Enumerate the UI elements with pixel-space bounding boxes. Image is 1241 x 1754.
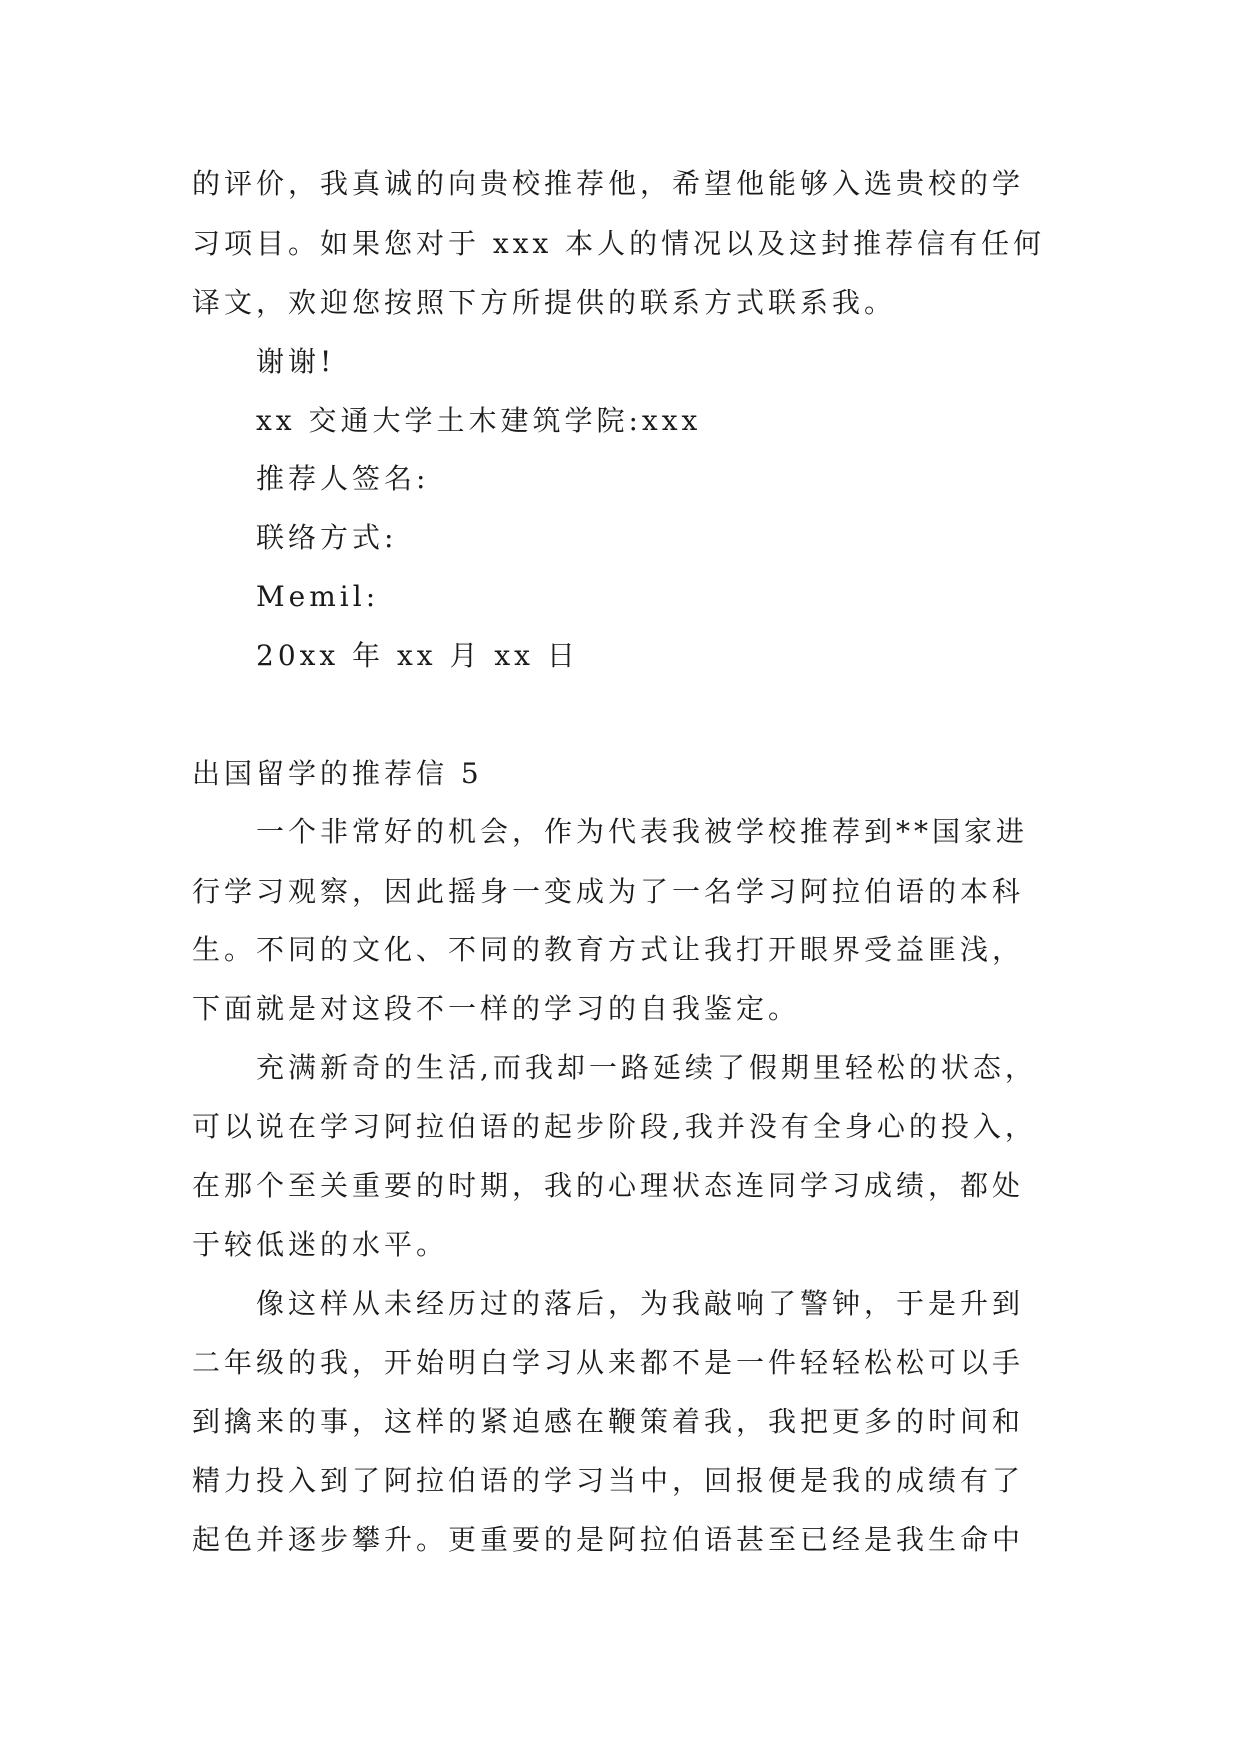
email-line: Memil: <box>256 580 380 613</box>
date-line: 20xx 年 xx 月 xx 日 <box>256 639 579 672</box>
paragraph-line: 像这样从未经历过的落后，为我敲响了警钟，于是升到 <box>256 1287 1025 1320</box>
paragraph-line: 可以说在学习阿拉伯语的起步阶段,我并没有全身心的投入， <box>192 1110 1037 1143</box>
paragraph-line: 习项目。如果您对于 xxx 本人的情况以及这封推荐信有任何 <box>192 227 1046 260</box>
paragraph-line: 译文，欢迎您按照下方所提供的联系方式联系我。 <box>192 286 897 319</box>
paragraph-line: 在那个至关重要的时期，我的心理状态连同学习成绩，都处 <box>192 1169 1025 1202</box>
paragraph-line: 二年级的我，开始明白学习从来都不是一件轻轻松松可以手 <box>192 1346 1025 1379</box>
paragraph-line: 起色并逐步攀升。更重要的是阿拉伯语甚至已经是我生命中 <box>192 1523 1025 1556</box>
contact-line: 联络方式: <box>256 521 398 554</box>
paragraph-line: 精力投入到了阿拉伯语的学习当中，回报便是我的成绩有了 <box>192 1464 1025 1497</box>
paragraph-line: 下面就是对这段不一样的学习的自我鉴定。 <box>192 992 801 1025</box>
paragraph-line: 到擒来的事，这样的紧迫感在鞭策着我，我把更多的时间和 <box>192 1405 1025 1438</box>
paragraph-line: 于较低迷的水平。 <box>192 1228 449 1261</box>
paragraph-line: 的评价，我真诚的向贵校推荐他，希望他能够入选贵校的学 <box>192 167 1025 200</box>
thanks-line: 谢谢! <box>256 345 336 378</box>
paragraph-line: 一个非常好的机会，作为代表我被学校推荐到**国家进 <box>256 815 1029 848</box>
paragraph-line: 行学习观察，因此摇身一变成为了一名学习阿拉伯语的本科 <box>192 875 1025 908</box>
paragraph-line: 充满新奇的生活,而我却一路延续了假期里轻松的状态， <box>256 1051 1037 1084</box>
section-title: 出国留学的推荐信 5 <box>192 757 483 790</box>
school-line: xx 交通大学土木建筑学院:xxx <box>256 404 702 437</box>
signer-line: 推荐人签名: <box>256 462 430 495</box>
paragraph-line: 生。不同的文化、不同的教育方式让我打开眼界受益匪浅， <box>192 933 1025 966</box>
